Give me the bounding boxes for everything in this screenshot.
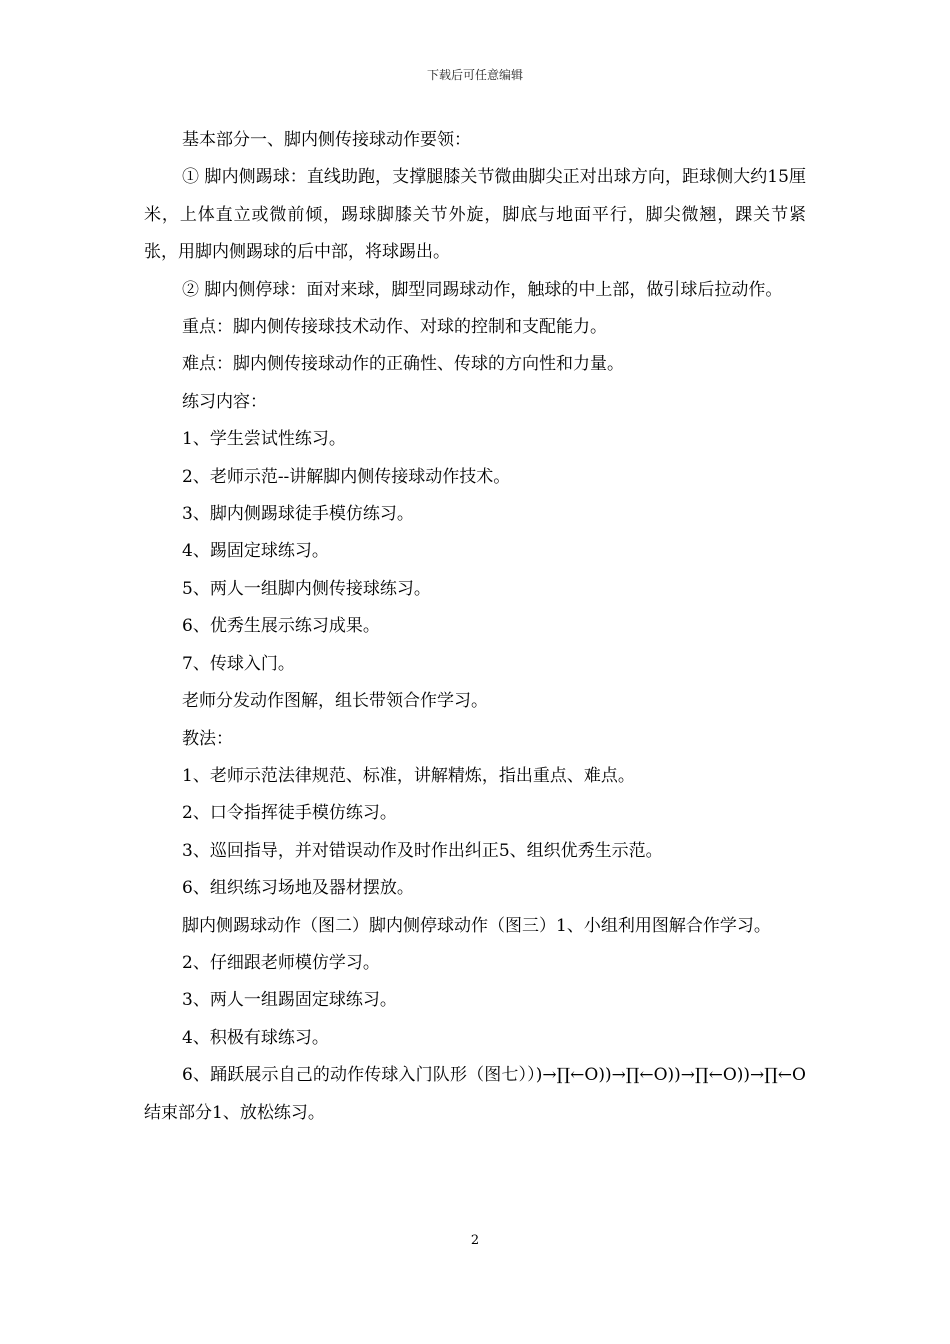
list-item: 6、优秀生展示练习成果。 (182, 616, 380, 637)
paragraph-key-point: 重点：脚内侧传接球技术动作、对球的控制和支配能力。 (182, 317, 607, 338)
paragraph-group-study: 老师分发动作图解，组长带领合作学习。 (182, 691, 488, 712)
paragraph-kick-technique: ① 脚内侧踢球：直线助跑，支撑腿膝关节微曲脚尖正对出球方向，距球侧大约15厘米，上体直立或微前倾，踢球脚膝关节外旋，脚底与地面平行，脚尖微翘，踝关节紧张，用脚内侧踢球的后中部，将球踢出。 (144, 167, 806, 263)
list-item: 4、积极有球练习。 (182, 1027, 329, 1048)
paragraph-teaching-method-heading: 教法： (182, 728, 233, 749)
list-item: 2、仔细跟老师模仿学习。 (182, 952, 380, 973)
page-number: 2 (470, 1233, 480, 1248)
page-header: 下载后可任意编辑 (426, 68, 523, 82)
paragraph-difficulty: 难点：脚内侧传接球动作的正确性、传球的方向性和力量。 (182, 354, 624, 375)
document-body (144, 122, 806, 1132)
paragraph-basic-part: 基本部分一、脚内侧传接球动作要领： (182, 130, 471, 150)
list-item: 2、老师示范--讲解脚内侧传接球动作技术。 (182, 466, 511, 487)
list-item: 5、两人一组脚内侧传接球练习。 (182, 578, 431, 599)
list-item: 1、老师示范法律规范、标准，讲解精炼，指出重点、难点。 (182, 765, 635, 786)
paragraph-formation: 6、踊跃展示自己的动作传球入门队形（图七））)→∏←O))→∏←O))→∏←O))→∏←O结束部分1、放松练习。 (144, 1065, 806, 1123)
list-item: 3、巡回指导，并对错误动作及时作出纠正5、组织优秀生示范。 (182, 840, 663, 861)
list-item: 7、传球入门。 (182, 653, 295, 674)
paragraph-stop-technique: ② 脚内侧停球：面对来球，脚型同踢球动作，触球的中上部，做引球后拉动作。 (182, 279, 783, 300)
list-item: 6、组织练习场地及器材摆放。 (182, 878, 414, 899)
paragraph-figure-study: 脚内侧踢球动作（图二）脚内侧停球动作（图三）1、小组利用图解合作学习。 (182, 915, 771, 936)
paragraph-practice-heading: 练习内容： (182, 391, 267, 412)
list-item: 2、口令指挥徒手模仿练习。 (182, 803, 397, 824)
list-item: 3、脚内侧踢球徒手模仿练习。 (182, 504, 414, 525)
list-item: 3、两人一组踢固定球练习。 (182, 990, 397, 1011)
list-item: 1、学生尝试性练习。 (182, 429, 346, 450)
list-item: 4、踢固定球练习。 (182, 541, 329, 562)
